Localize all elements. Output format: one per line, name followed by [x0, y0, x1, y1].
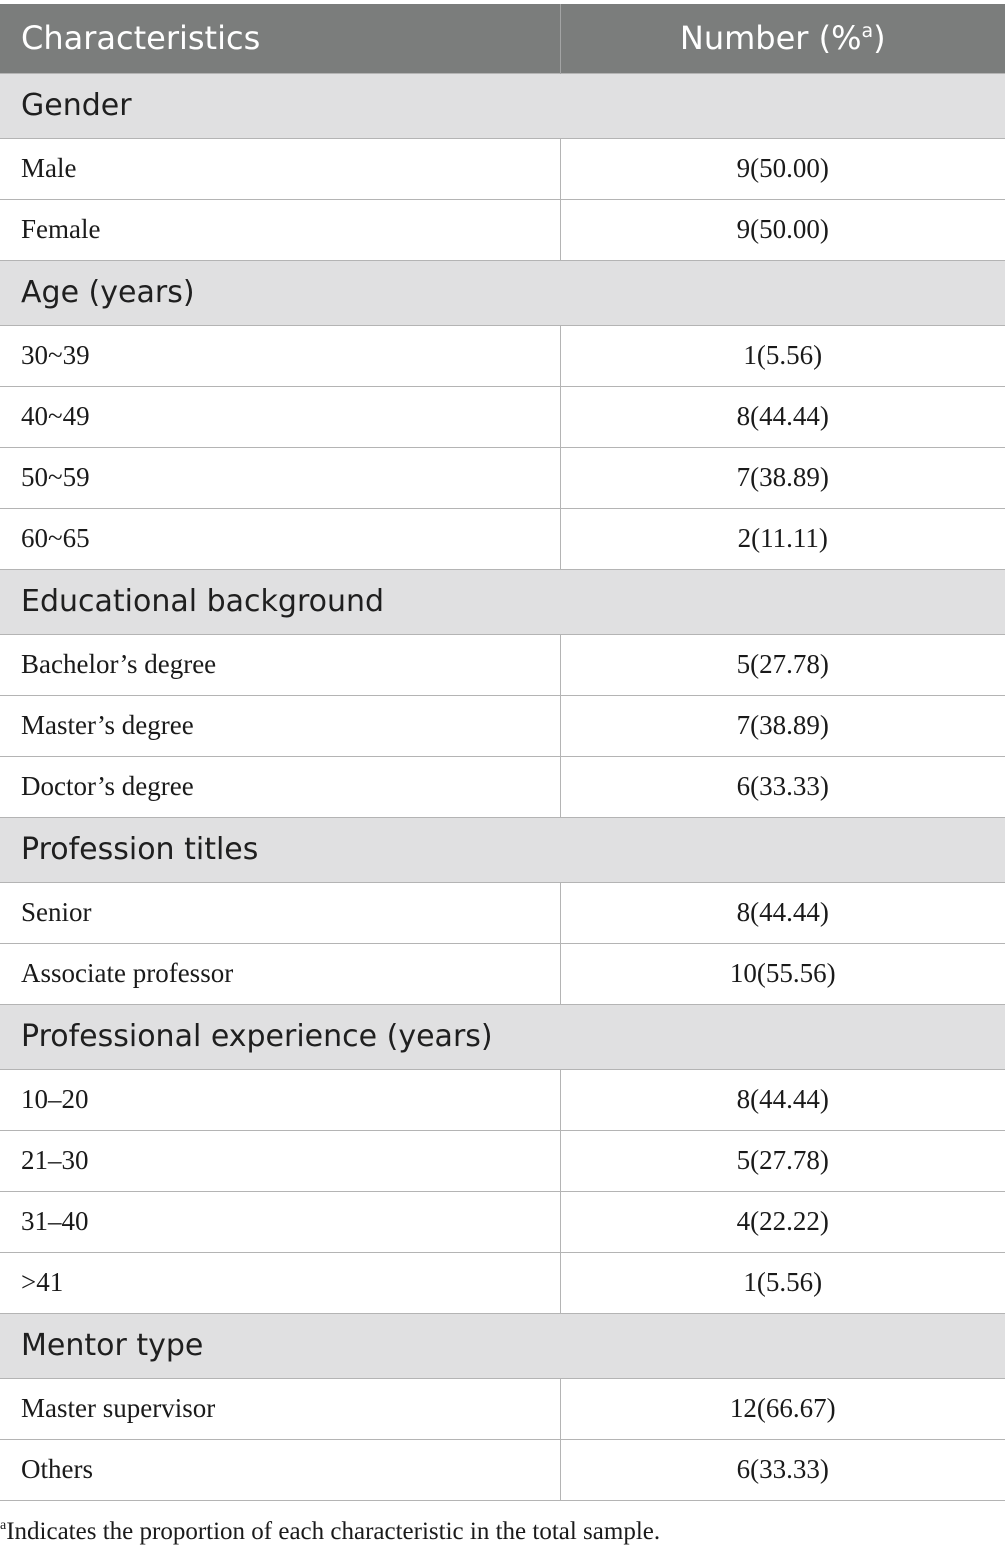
- row-value: 10(55.56): [560, 943, 1005, 1004]
- row-value: 8(44.44): [560, 1069, 1005, 1130]
- row-label: Male: [0, 138, 560, 199]
- table-row: [0, 695, 1005, 756]
- row-value: 12(66.67): [560, 1378, 1005, 1439]
- row-value: 1(5.56): [560, 1252, 1005, 1313]
- row-value: 6(33.33): [560, 756, 1005, 817]
- row-label: 60~65: [0, 508, 560, 569]
- row-value: 7(38.89): [560, 695, 1005, 756]
- table-row: [0, 508, 1005, 569]
- characteristics-table: [0, 4, 1005, 1501]
- table-row: [0, 882, 1005, 943]
- table-row: [0, 386, 1005, 447]
- table-header-row: [0, 4, 1005, 73]
- row-value: 4(22.22): [560, 1191, 1005, 1252]
- table-row: [0, 1069, 1005, 1130]
- row-label: Senior: [0, 882, 560, 943]
- row-label: 10–20: [0, 1069, 560, 1130]
- row-value: 2(11.11): [560, 508, 1005, 569]
- section-title: Mentor type: [0, 1313, 1005, 1378]
- section-row-education: [0, 569, 1005, 634]
- row-label: Master’s degree: [0, 695, 560, 756]
- header-characteristics: Characteristics: [0, 4, 560, 73]
- row-value: 8(44.44): [560, 882, 1005, 943]
- row-label: Doctor’s degree: [0, 756, 560, 817]
- row-value: 5(27.78): [560, 1130, 1005, 1191]
- row-value: 5(27.78): [560, 634, 1005, 695]
- table-row: [0, 1439, 1005, 1500]
- row-label: 21–30: [0, 1130, 560, 1191]
- row-value: 9(50.00): [560, 199, 1005, 260]
- row-label: Master supervisor: [0, 1378, 560, 1439]
- row-label: Female: [0, 199, 560, 260]
- section-row-gender: [0, 73, 1005, 138]
- table-row: [0, 138, 1005, 199]
- row-label: >41: [0, 1252, 560, 1313]
- section-title: Educational background: [0, 569, 1005, 634]
- row-label: 40~49: [0, 386, 560, 447]
- table-footnote: [0, 1518, 660, 1546]
- section-row-professional-experience: [0, 1004, 1005, 1069]
- section-row-age: [0, 260, 1005, 325]
- row-label: 30~39: [0, 325, 560, 386]
- section-title: Gender: [0, 73, 1005, 138]
- table-body: [0, 73, 1005, 1500]
- row-label: Bachelor’s degree: [0, 634, 560, 695]
- row-value: 7(38.89): [560, 447, 1005, 508]
- row-value: 8(44.44): [560, 386, 1005, 447]
- row-label: Associate professor: [0, 943, 560, 1004]
- row-label: 50~59: [0, 447, 560, 508]
- section-title: Professional experience (years): [0, 1004, 1005, 1069]
- header-number-close: ): [873, 19, 886, 58]
- table-row: [0, 1130, 1005, 1191]
- row-value: 6(33.33): [560, 1439, 1005, 1500]
- row-value: 1(5.56): [560, 325, 1005, 386]
- table-row: [0, 634, 1005, 695]
- table-row: [0, 756, 1005, 817]
- header-footnote-marker: a: [861, 20, 874, 43]
- table-row: [0, 1191, 1005, 1252]
- table-row: [0, 199, 1005, 260]
- footnote-marker: a: [0, 1518, 7, 1533]
- header-number-text: Number (%: [679, 19, 862, 58]
- row-value: 9(50.00): [560, 138, 1005, 199]
- row-label: Others: [0, 1439, 560, 1500]
- table-row: [0, 1378, 1005, 1439]
- footnote-text: Indicates the proportion of each characteristic in the total sample.: [6, 1518, 661, 1545]
- row-label: 31–40: [0, 1191, 560, 1252]
- header-number-percent: [560, 4, 1005, 73]
- table-row: [0, 1252, 1005, 1313]
- section-title: Profession titles: [0, 817, 1005, 882]
- section-title: Age (years): [0, 260, 1005, 325]
- table-row: [0, 447, 1005, 508]
- table-row: [0, 943, 1005, 1004]
- section-row-profession-titles: [0, 817, 1005, 882]
- table-row: [0, 325, 1005, 386]
- section-row-mentor-type: [0, 1313, 1005, 1378]
